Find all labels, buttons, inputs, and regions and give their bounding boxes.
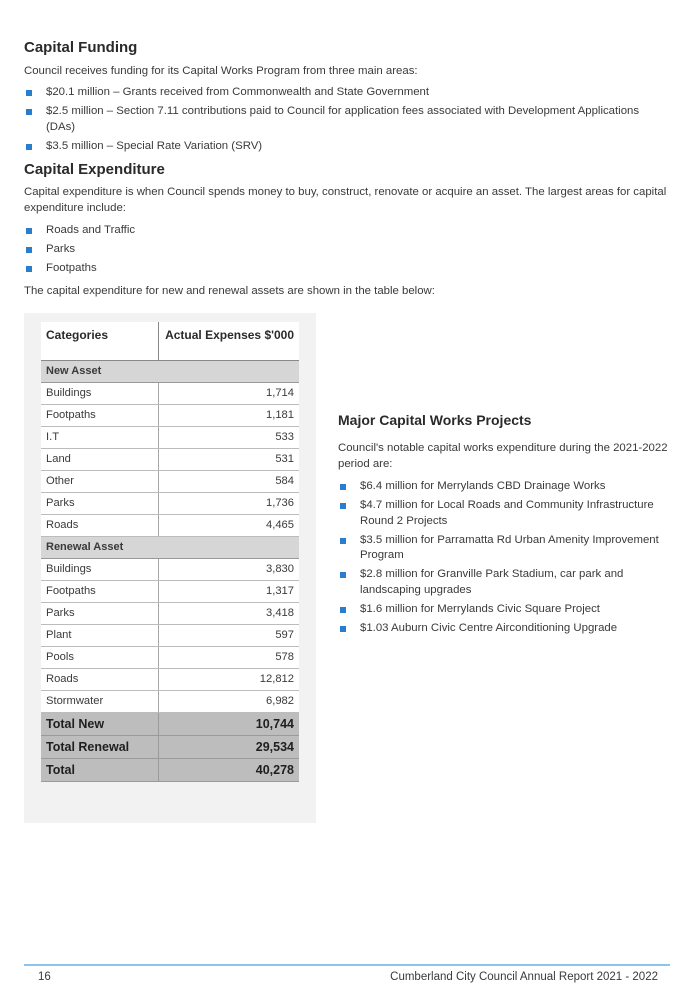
list-item-text: Parks [46,243,76,255]
cell-category: Footpaths [41,580,158,602]
list-item-text: $6.4 million for Merrylands CBD Drainage Works [360,480,606,492]
list-item-text: $20.1 million – Grants received from Commonwealth and State Government [46,86,430,98]
column-header-categories: Categories [41,322,158,360]
cell-value: 10,744 [158,712,299,735]
cell-value: 3,830 [158,558,299,580]
list-item [338,479,674,495]
cell-value: 6,982 [158,690,299,712]
cell-value: 40,278 [158,758,299,781]
list-item-text: $1.03 Auburn Civic Centre Airconditioning Upgrade [360,621,618,634]
cell-category: Total [41,758,158,781]
bullet-square-icon [340,538,346,544]
cell-category: Stormwater [41,690,158,712]
table-row [41,624,299,646]
table-row [41,602,299,624]
table-total-row [41,735,299,758]
cell-category: Roads [41,514,158,536]
cell-category: Parks [41,602,158,624]
list-item-text: $4.7 million for Local Roads and Community Infrastructure Round 2 Projects [360,499,654,527]
capital-funding-intro: Council receives funding for its Capital Works Program from three main areas: [24,65,418,77]
table-row [41,690,299,712]
major-projects-intro: Council's notable capital works expenditure during the 2021-2022 period are: [338,442,668,470]
list-item [24,242,324,258]
table-row [41,448,299,470]
bullet-square-icon [340,572,346,578]
capital-expenditure-list [24,223,324,280]
table-row [41,580,299,602]
table-section-row [41,536,299,558]
table-section-row [41,360,299,382]
capital-expenditure-heading: Capital Expenditure [24,161,165,178]
section-label: New Asset [41,360,299,382]
table-row [41,646,299,668]
cell-value: 578 [158,646,299,668]
list-item [338,533,674,564]
cell-value: 1,714 [158,382,299,404]
cell-value: 4,465 [158,514,299,536]
bullet-square-icon [26,247,32,253]
cell-category: Total Renewal [41,735,158,758]
cell-value: 1,317 [158,580,299,602]
list-item-text: $2.5 million – Section 7.11 contributions paid to Council for application fees associated with Development Applications (DAs) [46,105,640,133]
cell-category: Buildings [41,382,158,404]
cell-value: 584 [158,470,299,492]
table-row [41,668,299,690]
list-item [24,85,644,101]
bullet-square-icon [26,109,32,115]
cell-category: I.T [41,426,158,448]
bullet-square-icon [26,228,32,234]
list-item [338,498,674,529]
cell-category: Buildings [41,558,158,580]
list-item-text: $3.5 million for Parramatta Rd Urban Amenity Improvement Program [360,533,659,561]
table-row [41,426,299,448]
expenditure-table [41,322,299,782]
cell-category: Footpaths [41,404,158,426]
bullet-square-icon [26,90,32,96]
table-row [41,514,299,536]
list-item [24,223,324,239]
bullet-square-icon [340,607,346,613]
cell-value: 531 [158,448,299,470]
list-item [24,261,324,277]
section-label: Renewal Asset [41,536,299,558]
table-row [41,558,299,580]
table-intro: The capital expenditure for new and renewal assets are shown in the table below: [24,285,435,297]
cell-category: Parks [41,492,158,514]
list-item [24,139,644,155]
table-row [41,492,299,514]
column-header-expenses: Actual Expenses $'000 [158,322,299,360]
cell-category: Land [41,448,158,470]
cell-category: Plant [41,624,158,646]
cell-category: Total New [41,712,158,735]
cell-value: 533 [158,426,299,448]
cell-value: 1,736 [158,492,299,514]
list-item [24,104,644,135]
cell-category: Other [41,470,158,492]
bullet-square-icon [340,503,346,509]
capital-funding-list [24,85,644,158]
major-projects-heading: Major Capital Works Projects [338,412,532,428]
cell-category: Pools [41,646,158,668]
table-row [41,470,299,492]
list-item-text: $1.6 million for Merrylands Civic Square Project [360,602,600,615]
bullet-square-icon [340,626,346,632]
cell-value: 12,812 [158,668,299,690]
capital-funding-heading: Capital Funding [24,39,138,56]
bullet-square-icon [26,144,32,150]
cell-value: 597 [158,624,299,646]
list-item-text: Footpaths [46,262,97,274]
table-row [41,404,299,426]
table-total-row [41,758,299,781]
cell-value: 29,534 [158,735,299,758]
footer-title: Cumberland City Council Annual Report 2021 - 2022 [390,971,658,983]
table-header-row [41,322,299,360]
footer-divider [24,964,670,966]
list-item-text: $2.8 million for Granville Park Stadium, car park and landscaping upgrades [360,568,624,596]
list-item-text: $3.5 million – Special Rate Variation (SRV) [46,139,263,152]
list-item [338,602,674,618]
capital-expenditure-intro: Capital expenditure is when Council spends money to buy, construct, renovate or acquire an asset. The largest areas for capital expenditure include: [24,186,667,214]
list-item [338,621,674,637]
major-projects-list [338,479,674,640]
list-item-text: Roads and Traffic [46,224,136,236]
page-number: 16 [38,971,51,983]
bullet-square-icon [340,484,346,490]
bullet-square-icon [26,266,32,272]
cell-value: 1,181 [158,404,299,426]
table-row [41,382,299,404]
list-item [338,567,674,598]
cell-value: 3,418 [158,602,299,624]
cell-category: Roads [41,668,158,690]
table-total-row [41,712,299,735]
